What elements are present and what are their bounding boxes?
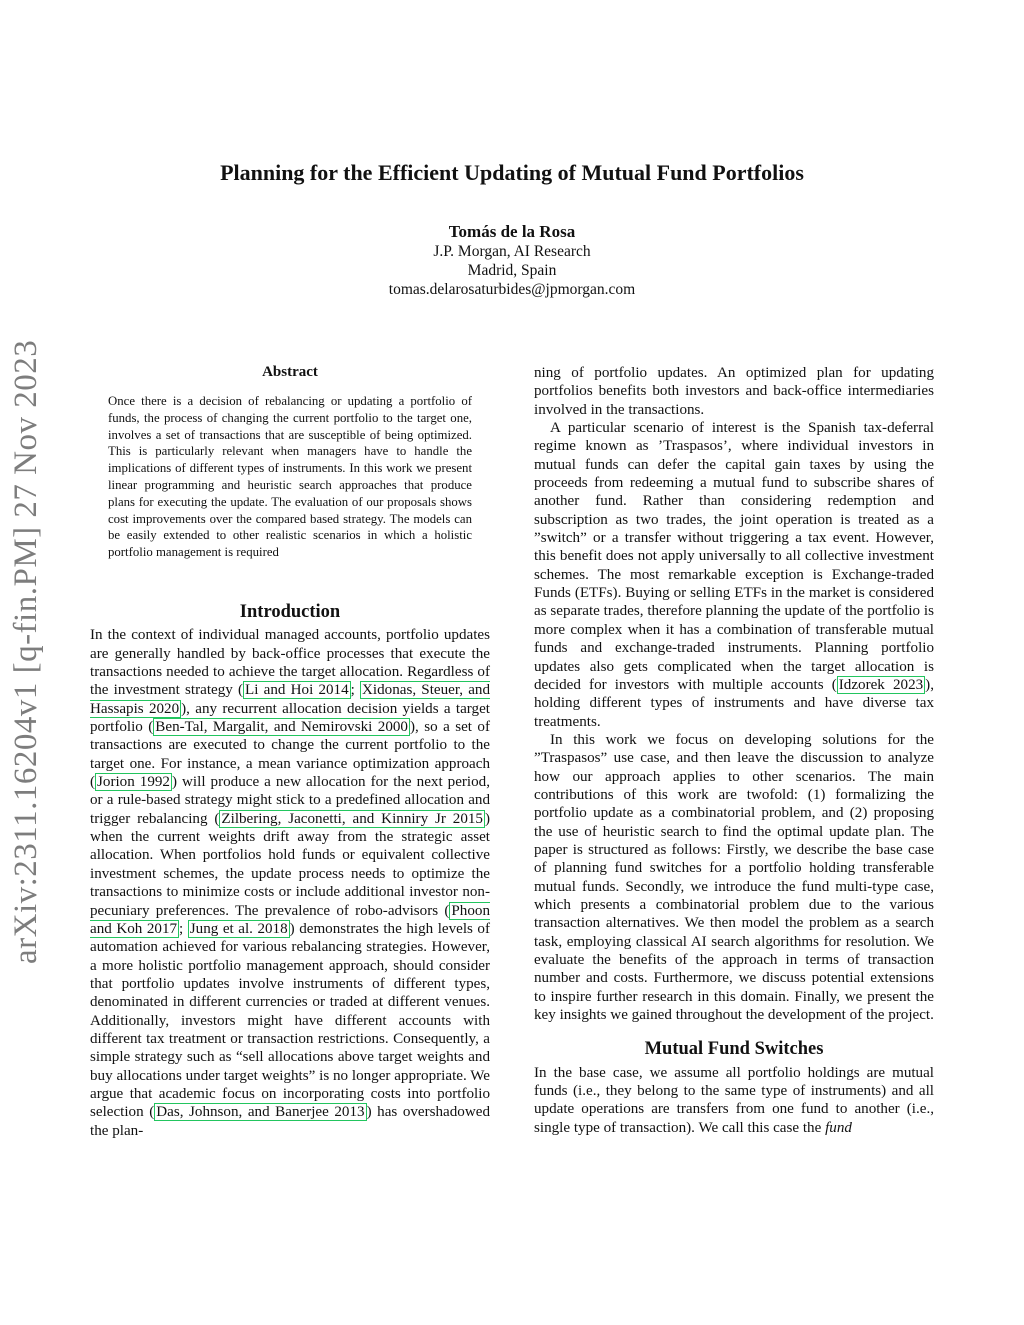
text-run: ) will produce a new allocation for the next period, or a rule-based strategy might stick to a predefined allocation and trigger rebalancing ( — [90, 774, 490, 827]
body-paragraph — [534, 419, 934, 731]
emphasis-text: fund — [825, 1119, 852, 1136]
text-run: A particular scenario of interest is the Spanish tax-deferral regime known as ’Traspasos’, where individual investors in mutual funds can defer the capital gain taxes by using the proceeds from redeeming a mutual fund to subscribe shares of another fund. Rather than considering redemption and subscription as two trades, the joint operation is treated as a ”switch” or a transfer without triggering a tax event. However, this benefit does not apply universally to all collective investment schemes. The most remarkable exception is Exchange-traded Funds (ETFs). Buying or selling ETFs in the market is considered as separate trades, therefore planning the update of the portfolio is more complex when it has a combination of transferable mutual funds and exchange-traded instruments. Planning portfolio updates also gets complicated when the target allocation is decided for investors with multiple accounts ( — [534, 420, 934, 693]
citation-link[interactable]: Das, Johnson, and Banerjee 2013 — [156, 1104, 365, 1121]
left-column — [90, 603, 490, 1140]
text-run: ) has overshadowed the plan- — [90, 1104, 490, 1139]
citation-link[interactable]: Ben-Tal, Margalit, and Nemirovski 2000 — [155, 719, 408, 736]
body-paragraph: In this work we focus on developing solutions for the ”Traspasos” use case, and then leave the discussion to analyze how our approach applies to other scenarios. The main contributions of this work are twofold: (1) formalizing the portfolio update as a combinatorial problem, and (2) proposing the use of heuristic search to find the optimal update plan. The paper is structured as follows: Firstly, we describe the base case of planning fund switches for a portfolio holding transferable mutual funds. Secondly, we introduce the fund multi-type case, which presents a combinatorial problem due to the various transaction alternatives. We then model the problem as a search task, employing classical AI search algorithms for resolution. We evaluate the benefits of the approach in terms of transaction number and costs. Furthermore, we discuss potential extensions to inspire further research in this domain. Finally, we present the key insights we gained throughout the development of the project. — [534, 731, 934, 1024]
paper-title: Planning for the Efficient Updating of Mutual Fund Portfolios — [220, 160, 804, 185]
citation-link[interactable]: Idzorek 2023 — [838, 676, 924, 693]
text-run: ) when the current weights drift away from the strategic asset allocation. When portfolios hold funds or equivalent collective investment schemes, the update process needs to optimize the transactions to minimize costs or include additional investor non-pecuniary preferences. The prevalence of robo-advisors ( — [90, 810, 490, 919]
citation-link[interactable]: Jorion 1992 — [97, 774, 170, 791]
text-run: In the context of individual managed accounts, portfolio updates are generally handled by back-office processes that execute the transactions needed to achieve the target allocation. Regardless of the investment strategy ( — [90, 627, 490, 699]
text-run: ; — [179, 920, 188, 937]
text-run: ), any recurrent allocation decision yields a target portfolio ( — [90, 700, 490, 736]
text-run: ), holding different types of instruments and have diverse tax treatments. — [534, 676, 934, 730]
text-run: In the base case, we assume all portfolio holdings are mutual funds (i.e., they belong to the same type of instruments) and all update operations are transfers from one fund to another (i.e., single type of transaction). We call this case the — [534, 1064, 934, 1136]
citation-link[interactable]: Xidonas, Steuer, and Hassapis 2020 — [90, 682, 491, 717]
author-email: tomas.delarosaturbides@jpmorgan.com — [388, 281, 636, 298]
author-affiliation: J.P. Morgan, AI Research — [433, 243, 591, 260]
abstract-heading: Abstract — [262, 364, 318, 380]
body-paragraph — [534, 1064, 934, 1137]
abstract-text: Once there is a decision of rebalancing or updating a portfolio of funds, the process of changing the current portfolio to the target one, involves a set of transactions that are susceptible of being optimized. This is particularly relevant when managers have to handle the implications of different types of instruments. In this work we present linear programming and heuristic search approaches that produce plans for executing the update. The evaluation of our proposals shows cost improvements over the compared based strategy. The models can be easily extended to other realistic scenarios in which a holistic portfolio management is required — [108, 394, 472, 560]
citation-link[interactable]: Li and Hoi 2014 — [245, 682, 349, 699]
author-name: Tomás de la Rosa — [448, 222, 576, 241]
body-paragraph: ning of portfolio updates. An optimized plan for updating portfolios benefits both investors and back-office intermediaries involved in the transactions. — [534, 365, 934, 418]
right-column — [534, 364, 934, 1137]
introduction-paragraph — [90, 626, 490, 1140]
citation-link[interactable]: Phoon and Koh 2017 — [90, 902, 490, 937]
author-location: Madrid, Spain — [467, 262, 557, 279]
introduction-heading: Introduction — [239, 602, 341, 622]
citation-link[interactable]: Zilbering, Jaconetti, and Kinniry Jr 2015 — [221, 810, 483, 827]
author-block — [0, 222, 1024, 299]
citation-link[interactable]: Jung et al. 2018 — [189, 920, 288, 937]
text-run: ), so a set of transactions are executed to change the current portfolio to the target one. For instance, a mean variance optimization approach ( — [90, 719, 490, 791]
mutual-fund-switches-heading: Mutual Fund Switches — [644, 1039, 824, 1060]
text-run: ) demonstrates the high levels of automation achieved for various rebalancing strategies. However, a more holistic portfolio management approach, should consider that portfolio updates involve instruments of different types, denominated in different currencies or traded at different venues. Additionally, investors might have different accounts with different tax treatment or transaction restrictions. Consequently, a simple strategy such as “sell allocations above target weights and buy allocations under target weights” is no longer appropriate. We argue that academic focus on incorporating costs into portfolio selection ( — [90, 920, 491, 1121]
arxiv-side-stamp: arXiv:2311.16204v1 [q-fin.PM] 27 Nov 2023 — [8, 339, 44, 964]
text-run: ; — [350, 682, 361, 699]
